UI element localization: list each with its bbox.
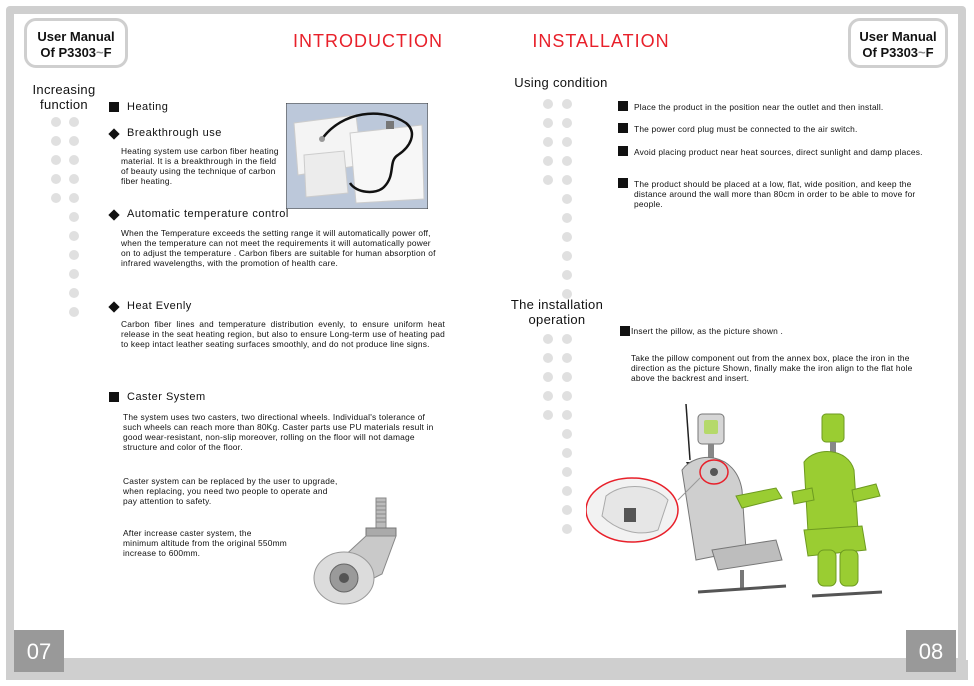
install-step: Insert the pillow, as the picture shown . xyxy=(631,326,784,336)
decorative-dot xyxy=(562,448,572,458)
decorative-dot xyxy=(562,175,572,185)
decorative-dot xyxy=(543,391,553,401)
condition-bullet-square xyxy=(618,178,628,188)
decorative-dot xyxy=(69,117,79,127)
decorative-dot xyxy=(69,269,79,279)
caster-heading: Caster System xyxy=(127,391,206,403)
page-number-left: 07 xyxy=(14,630,64,672)
installation-title: INSTALLATION xyxy=(516,30,686,52)
condition-item: Place the product in the position near the outlet and then install. xyxy=(634,102,884,112)
decorative-dot xyxy=(69,307,79,317)
decorative-dot xyxy=(562,334,572,344)
manual-model: Of P3303~F xyxy=(862,45,934,60)
condition-bullet-square xyxy=(618,123,628,133)
decorative-dot xyxy=(562,156,572,166)
decorative-dot xyxy=(562,213,572,223)
pillow-chair-illustration xyxy=(586,400,886,610)
decorative-dot xyxy=(69,136,79,146)
decorative-dot xyxy=(562,391,572,401)
decorative-dot xyxy=(51,174,61,184)
decorative-dot xyxy=(51,193,61,203)
condition-bullet-square xyxy=(618,101,628,111)
top-dots-right xyxy=(590,17,640,25)
breakthrough-heading: Breakthrough use xyxy=(127,127,222,139)
decorative-dot xyxy=(543,353,553,363)
introduction-title: INTRODUCTION xyxy=(288,30,448,52)
decorative-dot xyxy=(69,155,79,165)
decorative-dot xyxy=(69,193,79,203)
decorative-dot xyxy=(543,156,553,166)
decorative-dot xyxy=(562,118,572,128)
manual-tab-right xyxy=(848,18,948,68)
decorative-dot xyxy=(562,524,572,534)
manual-title: User Manual xyxy=(37,29,115,44)
decorative-dot xyxy=(543,118,553,128)
model-suffix: F xyxy=(925,45,934,60)
model-suffix: F xyxy=(103,45,112,60)
decorative-dot xyxy=(562,194,572,204)
heat-evenly-heading: Heat Evenly xyxy=(127,300,192,312)
decorative-dot xyxy=(543,99,553,109)
install-text: Take the pillow component out from the annex box, place the iron in the direction as the picture Shown, finally make the iron align to the flat hole above the backrest and insert. xyxy=(631,353,913,383)
heading-bullet-square xyxy=(109,102,119,112)
decorative-dot xyxy=(562,232,572,242)
decorative-dot xyxy=(562,353,572,363)
decorative-dot xyxy=(562,372,572,382)
model-number: Of P3303 xyxy=(862,45,919,60)
side-label-increasing-function: Increasing function xyxy=(32,82,96,112)
step-bullet-square xyxy=(620,326,630,336)
decorative-dot xyxy=(543,410,553,420)
heating-heading: Heating xyxy=(127,101,169,113)
side-label-installation-operation: The installation operation xyxy=(510,297,604,327)
decorative-dot xyxy=(562,410,572,420)
page-number-right: 08 xyxy=(906,630,956,672)
heat-evenly-text: Carbon fiber lines and temperature distribution evenly, to ensure uniform heat release in the seat heating region, but also to ensure Long-term use of heating pad to keep intact leather seating surfaces smoothly, and do not produce line signs. xyxy=(121,319,445,349)
manual-tab-left xyxy=(24,18,128,68)
decorative-dot xyxy=(543,334,553,344)
caster-text: The system uses two casters, two directional wheels. Individual's tolerance of such wheels can reach more than 80Kg. Caster parts use PU materials result in good wear-resistant, non-slip moreover, rolling on the floor will not damage structure and color of the floor. xyxy=(123,412,434,452)
manual-title: User Manual xyxy=(859,29,937,44)
heading-bullet-square xyxy=(109,392,119,402)
caster-alt-text: After increase caster system, the minimum altitude from the original 550mm increase to 600mm. xyxy=(123,528,287,558)
decorative-dot xyxy=(51,155,61,165)
manual-model: Of P3303~F xyxy=(40,45,112,60)
side-label-using-condition: Using condition xyxy=(514,75,608,90)
breakthrough-text: Heating system use carbon fiber heating material. It is a breakthrough in the field of beauty using the technique of carbon fiber heating. xyxy=(121,146,279,186)
caster-replace-text: Caster system can be replaced by the user to upgrade, when replacing, you need two people to operate and pay attention to safety. xyxy=(123,476,338,506)
top-dots-left xyxy=(326,17,376,25)
condition-item: Avoid placing product near heat sources, direct sunlight and damp places. xyxy=(634,147,923,157)
decorative-dot xyxy=(69,250,79,260)
decorative-dot xyxy=(562,137,572,147)
decorative-dot xyxy=(562,486,572,496)
auto-temp-text: When the Temperature exceeds the setting range it will automatically power off, when the temperature can not meet the requirements it will automatically power on to adjust the temperature . Carbon fibers are suitable for human absorption of infrared wavelengths, with the promotion of health care. xyxy=(121,228,436,268)
caster-wheel-image xyxy=(306,494,402,610)
decorative-dot xyxy=(69,288,79,298)
decorative-dot xyxy=(543,137,553,147)
model-number: Of P3303 xyxy=(40,45,97,60)
auto-temp-heading: Automatic temperature control xyxy=(127,208,289,220)
decorative-dot xyxy=(543,372,553,382)
decorative-dot xyxy=(51,136,61,146)
decorative-dot xyxy=(69,212,79,222)
decorative-dot xyxy=(562,270,572,280)
decorative-dot xyxy=(562,505,572,515)
heating-pad-image xyxy=(286,103,428,209)
decorative-dot xyxy=(69,174,79,184)
decorative-dot xyxy=(562,429,572,439)
decorative-dot xyxy=(543,175,553,185)
decorative-dot xyxy=(51,117,61,127)
decorative-dot xyxy=(562,251,572,261)
condition-item: The product should be placed at a low, flat, wide position, and keep the distance around the wall more than 80cm in order to be able to move for people. xyxy=(634,179,916,209)
condition-item: The power cord plug must be connected to the air switch. xyxy=(634,124,858,134)
decorative-dot xyxy=(562,99,572,109)
condition-bullet-square xyxy=(618,146,628,156)
decorative-dot xyxy=(562,467,572,477)
decorative-dot xyxy=(69,231,79,241)
bottom-band xyxy=(6,660,968,680)
